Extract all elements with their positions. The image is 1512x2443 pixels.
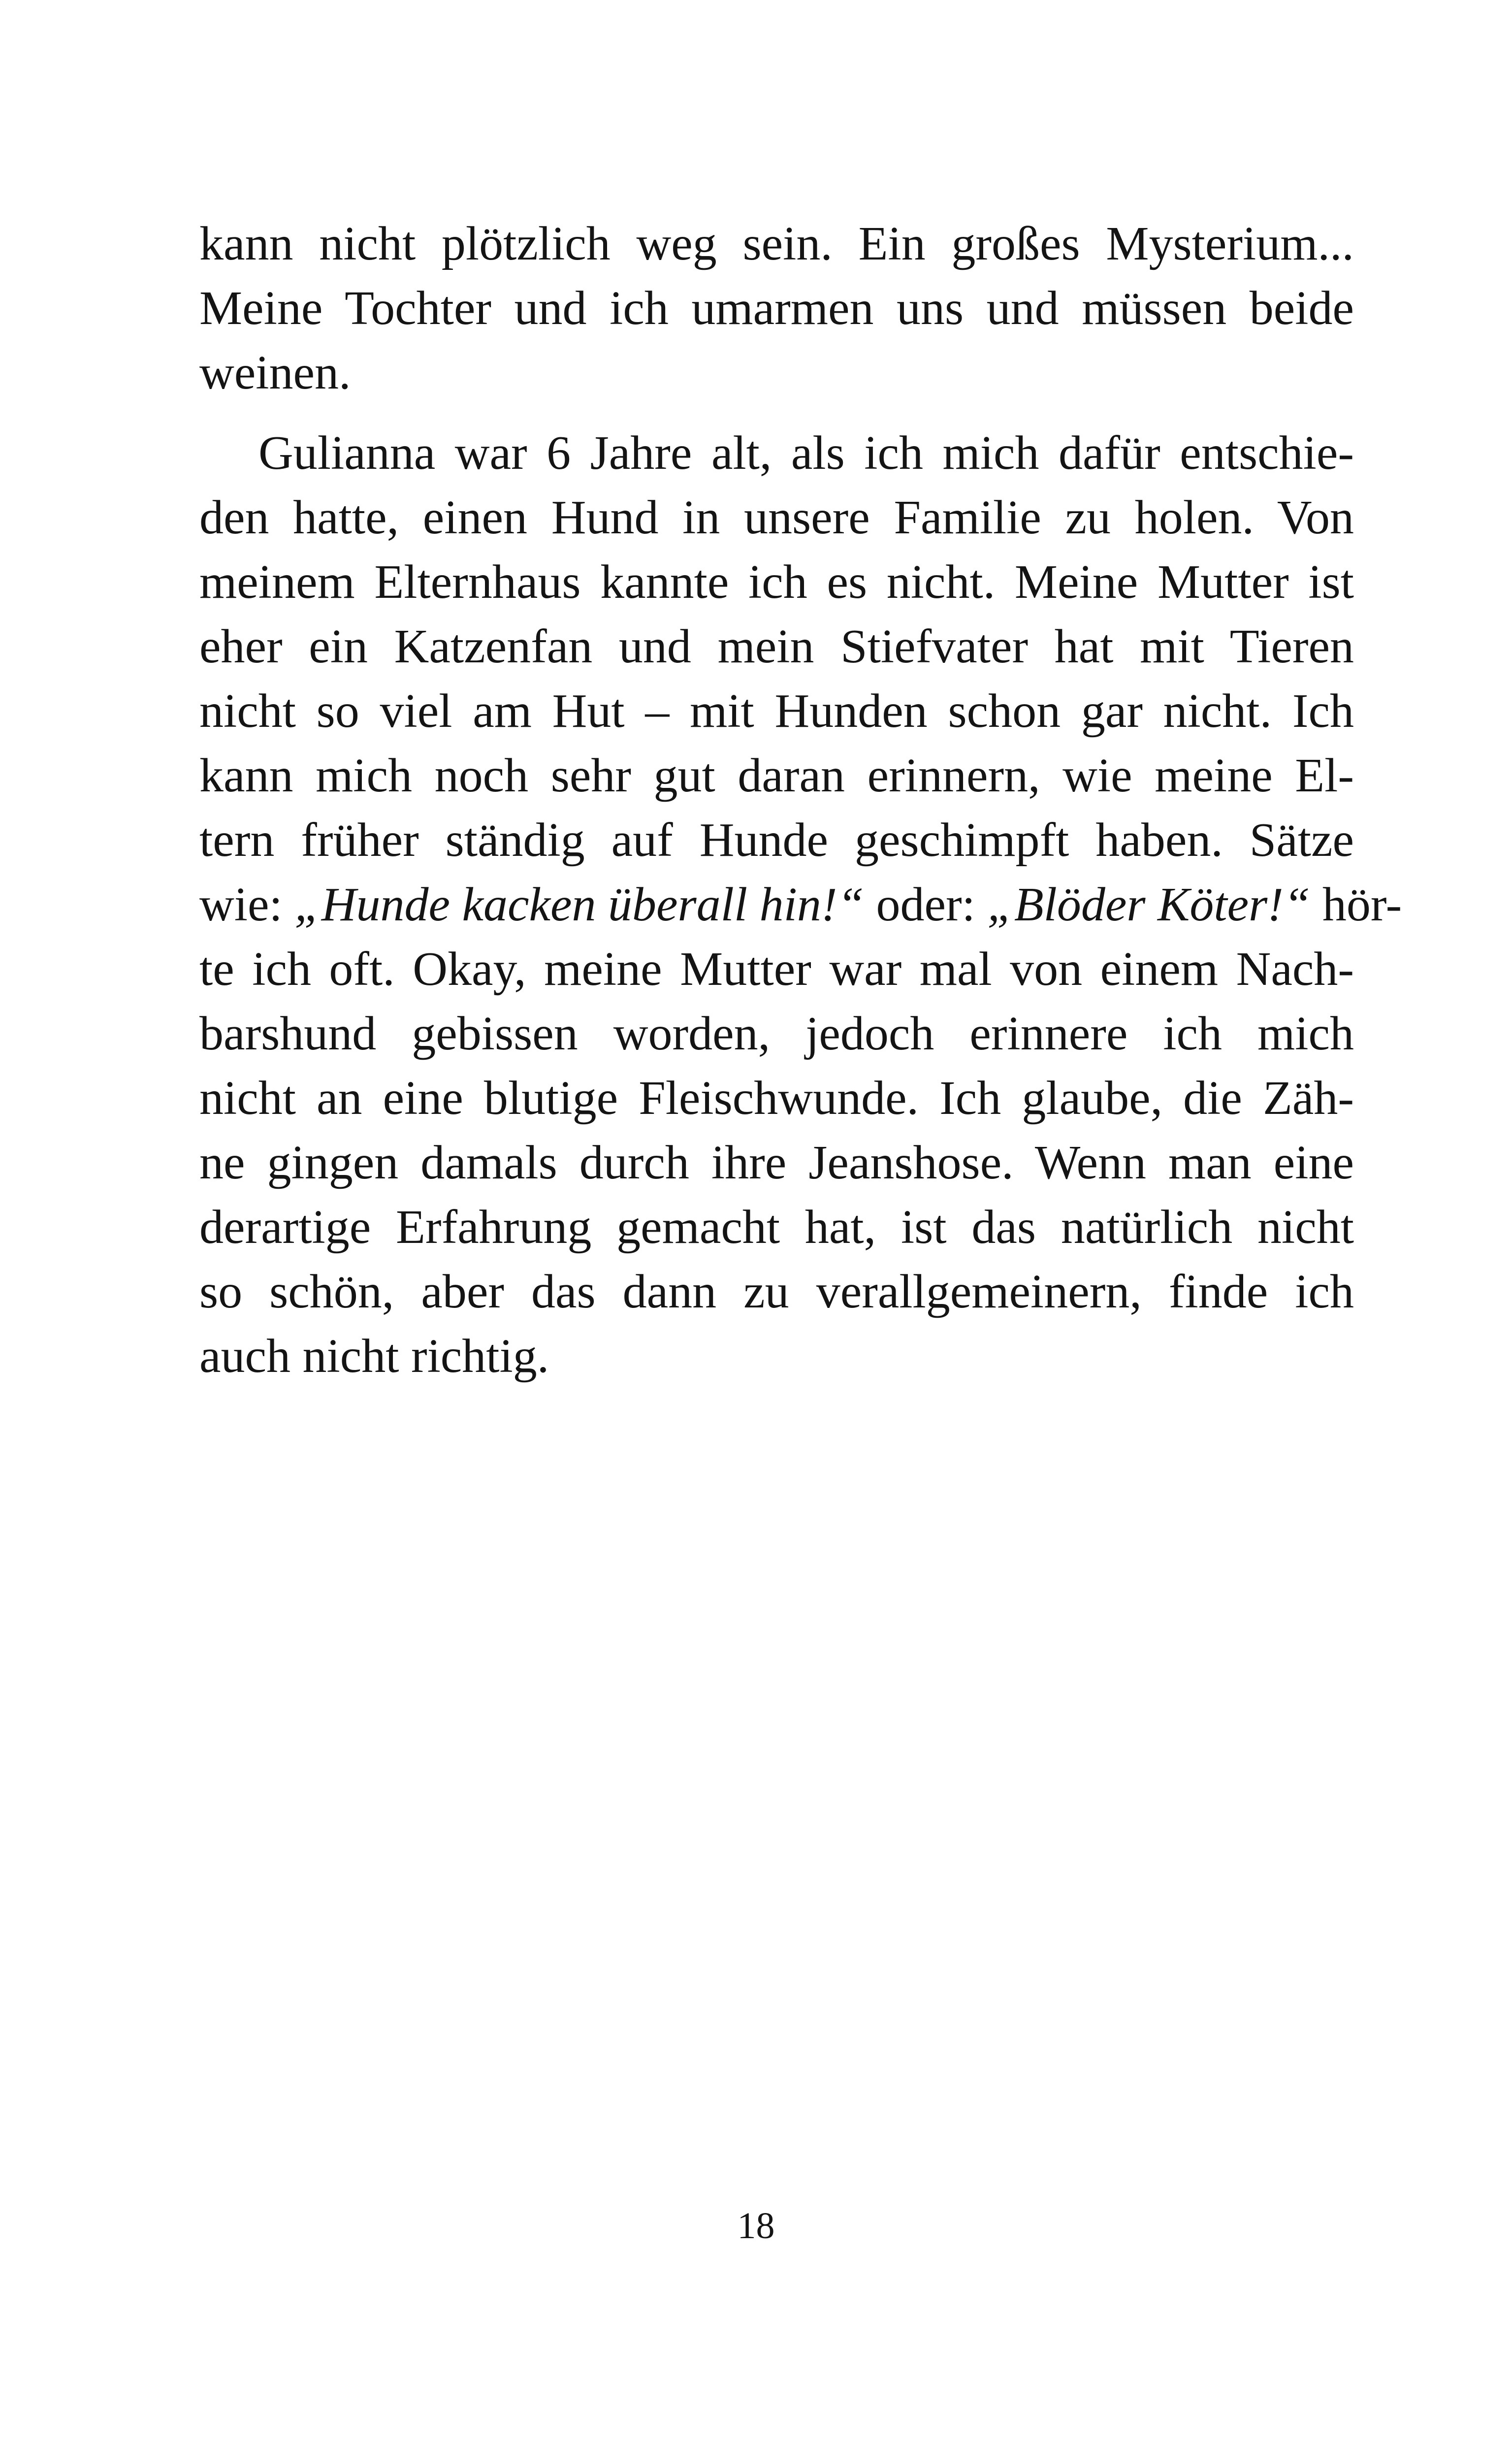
text-line: eher ein Katzenfan und mein Stiefvater hat mit Tieren [199,620,1354,673]
text-line: barshund gebissen worden, jedoch erinnere ich mich [199,1007,1354,1060]
body-text [199,212,1402,1389]
text-line: nicht so viel am Hut – mit Hunden schon gar nicht. Ich [199,684,1354,738]
text-line: meinem Elternhaus kannte ich es nicht. Meine Mutter ist [199,555,1354,609]
text-line: weinen. [199,346,351,399]
paragraph [199,212,1354,405]
quote-italic: „Blöder Köter!“ [987,878,1311,931]
text-fragment: wie: [199,878,295,931]
text-line: kann mich noch sehr gut daran erinnern, wie meine El- [199,749,1354,802]
text-line: te ich oft. Okay, meine Mutter war mal von einem Nach- [199,943,1354,996]
text-line: tern früher ständig auf Hunde geschimpft haben. Sätze [199,814,1354,867]
paragraph [199,421,1402,1389]
quote-italic: „Hunde kacken überall hin!“ [294,878,864,931]
text-line: ne gingen damals durch ihre Jeanshose. Wenn man eine [199,1136,1354,1189]
text-line: Gulianna war 6 Jahre alt, als ich mich dafür entschie- [258,426,1354,480]
text-line: so schön, aber das dann zu verallgemeinern, finde ich [199,1265,1354,1318]
text-line: derartige Erfahrung gemacht hat, ist das natürlich nicht [199,1201,1354,1254]
text-line: kann nicht plötzlich weg sein. Ein großes Mysterium... [199,217,1354,270]
paragraph-spacing [199,405,1354,421]
text-line: Meine Tochter und ich umarmen uns und müssen beide [199,282,1354,335]
text-line: nicht an eine blutige Fleischwunde. Ich glaube, die Zäh- [199,1072,1354,1125]
page-number: 18 [737,2205,775,2247]
text-fragment: hör- [1310,878,1402,931]
text-line: den hatte, einen Hund in unsere Familie zu holen. Von [199,491,1354,544]
text-fragment: oder: [864,878,988,931]
text-line: auch nicht richtig. [199,1330,549,1383]
text-line-with-quotes [199,873,1402,937]
